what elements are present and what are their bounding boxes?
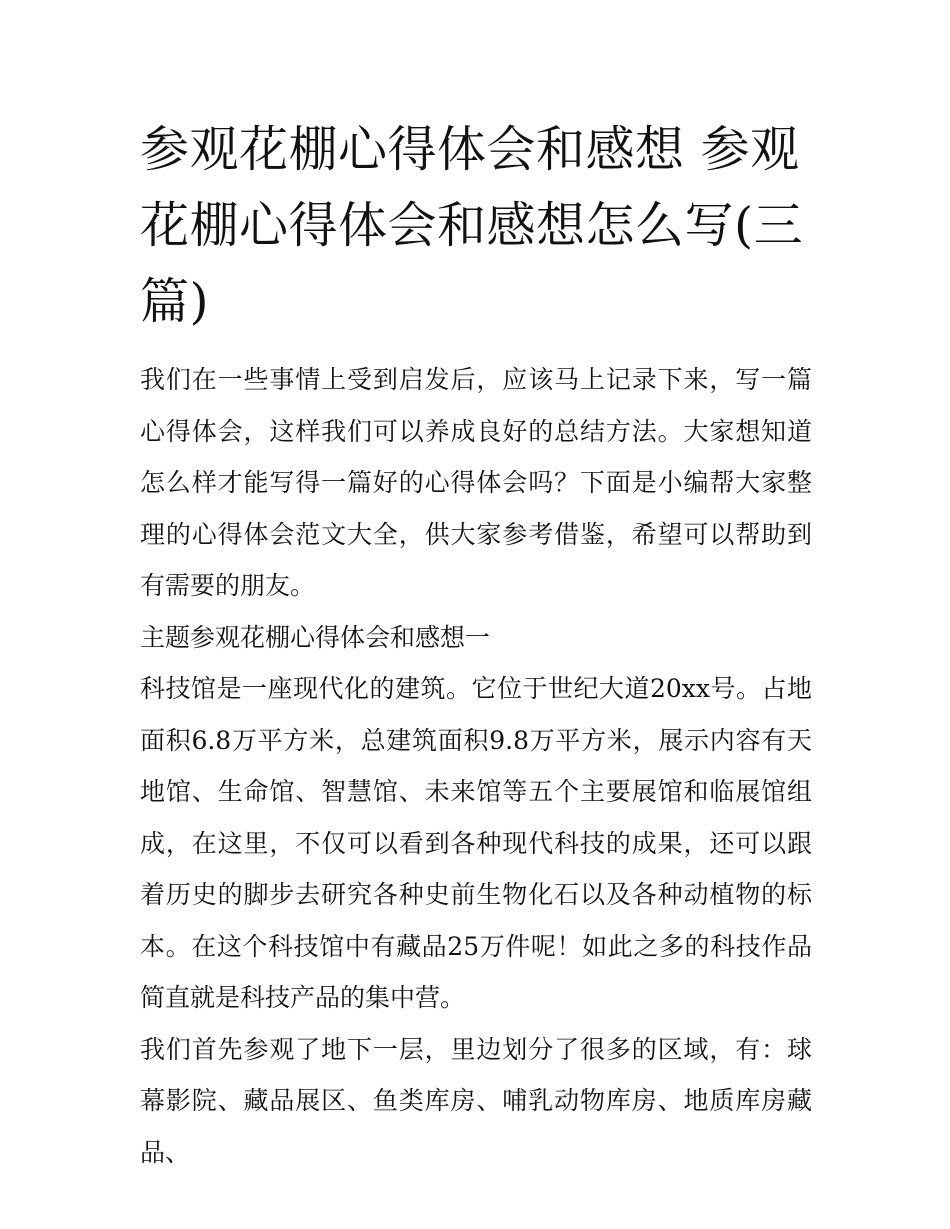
document-body <box>140 354 812 1178</box>
section-heading: 主题参观花棚心得体会和感想一 <box>140 622 491 652</box>
body-paragraph: 科技馆是一座现代化的建筑。它位于世纪大道20xx号。占地面积6.8万平方米，总建筑面积9.8万平方米，展示内容有天地馆、生命馆、智慧馆、未来馆等五个主要展馆和临展馆组成，在这里，不仅可以看到各种现代科技的成果，还可以跟着历史的脚步去研究各种史前生物化石以及各种动植物的标本。在这个科技馆中有藏品25万件呢！如此之多的科技作品简直就是科技产品的集中营。 <box>140 674 812 1012</box>
document-page <box>140 112 812 1178</box>
document-title: 参观花棚心得体会和感想 参观花棚心得体会和感想怎么写(三篇) <box>140 121 804 330</box>
intro-paragraph: 我们在一些事情上受到启发后，应该马上记录下来，写一篇心得体会，这样我们可以养成良好的总结方法。大家想知道怎么样才能写得一篇好的心得体会吗？下面是小编帮大家整理的心得体会范文大全，供大家参考借鉴，希望可以帮助到有需要的朋友。 <box>140 365 812 600</box>
body-paragraph: 我们首先参观了地下一层，里边划分了很多的区域，有：球幕影院、藏品展区、鱼类库房、哺乳动物库房、地质库房藏品、 <box>140 1034 812 1167</box>
